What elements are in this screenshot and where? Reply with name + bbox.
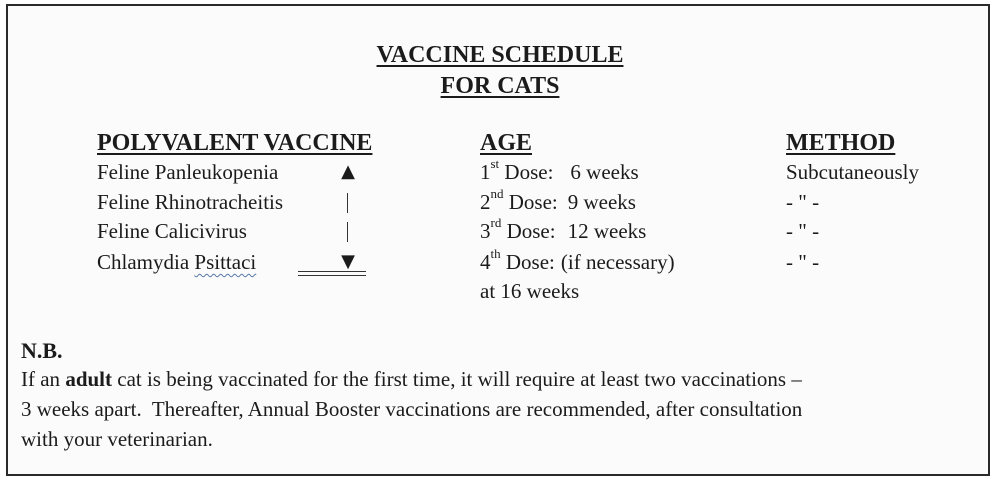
dose-3-suffix: rd [490, 215, 502, 230]
note-line-1 [21, 366, 802, 392]
dose-1-number: 1 [480, 160, 491, 184]
vaccine-chlamydia [97, 250, 256, 274]
dose-4-value: (if necessary) [560, 250, 675, 274]
note-line-1-pre: If an [21, 367, 66, 391]
title-line-2: FOR CATS [440, 73, 560, 99]
vaccine-rhinotracheitis: Feline Rhinotracheitis [97, 190, 284, 214]
vaccine-chlamydia-label [97, 250, 256, 274]
range-bar-line [347, 222, 348, 242]
double-underline [298, 271, 366, 276]
dose-4 [480, 246, 675, 274]
note-line-1-post: cat is being vaccinated for the first time, it will require at least two vaccinations – [112, 367, 802, 391]
dose-2-number: 2 [480, 190, 491, 214]
method-1: Subcutaneously [786, 160, 919, 184]
note-line-2: 3 weeks apart. Thereafter, Annual Booster vaccinations are recommended, after consultation [21, 397, 803, 421]
arrow-down-icon: ▼ [341, 251, 355, 272]
note-adult-emphasis: adult [65, 367, 112, 391]
dose-3 [480, 215, 647, 243]
column-header-vaccine: POLYVALENT VACCINE [97, 130, 373, 156]
dose-2-value: 9 weeks [567, 190, 636, 214]
dose-2 [480, 186, 636, 214]
dose-1-suffix: st [490, 156, 500, 171]
note-title: N.B. [21, 338, 63, 363]
column-header-age: AGE [480, 130, 533, 156]
column-header-method: METHOD [786, 130, 896, 156]
vaccine-chlamydia-word-2: Psittaci [194, 250, 257, 274]
dose-4-label: Dose: [500, 250, 555, 274]
range-bar-line [347, 193, 348, 213]
dose-1-label: Dose: [499, 160, 554, 184]
vaccine-panleukopenia: Feline Panleukopenia [97, 160, 279, 184]
arrow-up-icon: ▲ [341, 161, 355, 182]
dose-4-suffix: th [490, 246, 501, 261]
dose-4-continuation: at 16 weeks [480, 279, 580, 303]
dose-3-label: Dose: [501, 219, 556, 243]
dose-2-suffix: nd [490, 186, 504, 201]
vaccine-chlamydia-word-1: Chlamydia [97, 250, 195, 274]
dose-4-number: 4 [480, 250, 491, 274]
dose-3-number: 3 [480, 219, 491, 243]
method-3: - " - [786, 219, 820, 243]
dose-1-value: 6 weeks [570, 160, 639, 184]
title-line-1: VACCINE SCHEDULE [376, 42, 624, 68]
dose-2-label: Dose: [503, 190, 558, 214]
note-line-3: with your veterinarian. [21, 427, 213, 451]
dose-3-value: 12 weeks [567, 219, 647, 243]
vaccine-calicivirus: Feline Calicivirus [97, 219, 247, 243]
dose-1 [480, 156, 639, 184]
method-2: - " - [786, 190, 820, 214]
method-4: - " - [786, 250, 820, 274]
